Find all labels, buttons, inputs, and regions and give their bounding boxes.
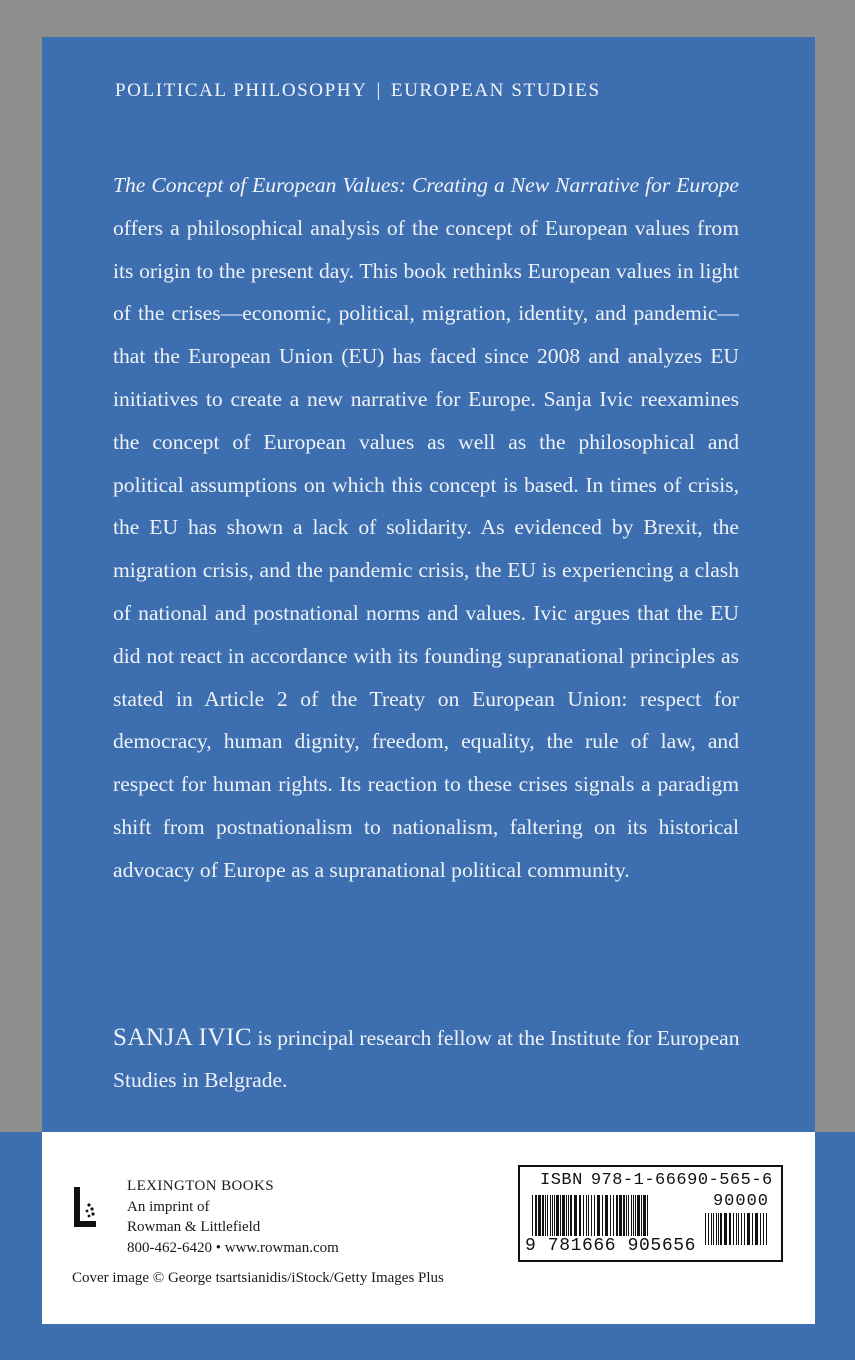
publisher-name: LEXINGTON BOOKS	[127, 1178, 274, 1194]
price-code: 90000	[712, 1192, 769, 1211]
barcode-bar	[766, 1213, 767, 1245]
barcode-bar	[747, 1213, 750, 1245]
barcode-bar	[733, 1213, 734, 1245]
barcode-bar	[724, 1213, 727, 1245]
lexington-logo-icon	[74, 1187, 96, 1227]
barcode-bar	[705, 1213, 706, 1245]
barcode-bar	[755, 1213, 758, 1245]
barcode-bar	[736, 1213, 737, 1245]
barcode-bar	[752, 1213, 753, 1245]
barcode-bar	[713, 1213, 714, 1245]
barcode-bar	[720, 1213, 722, 1245]
author-name: SANJA IVIC	[113, 1024, 253, 1051]
barcode-bar	[729, 1213, 731, 1245]
contact-bullet: •	[215, 1239, 222, 1256]
barcode-bar	[744, 1213, 745, 1245]
isbn-line	[540, 1171, 773, 1190]
category-heading	[115, 80, 601, 102]
isbn-barcode	[518, 1165, 783, 1262]
publisher-phone: 800-462-6420	[127, 1239, 212, 1256]
barcode-bar	[708, 1213, 709, 1245]
book-title: The Concept of European Values: Creating a New Narrative for Europe	[113, 173, 739, 197]
ean-digits: 9 781666 905656	[525, 1236, 697, 1256]
description-body: offers a philosophical analysis of the concept of European values from its origin to the present day. This book rethinks European values in light of the crises—economic, political, migration, identity, and pandemic—that the European Union (EU) has faced since 2008 and analyzes EU initiatives to create a new narrative for Europe. Sanja Ivic reexamines the concept of European values as well as the philosophical and political assumptions on which this concept is based. In times of crisis, the EU has shown a lack of solidarity. As evidenced by Brexit, the migration crisis, and the pandemic crisis, the EU is experiencing a clash of national and postnational norms and values. Ivic argues that the EU did not react in accordance with its founding supranational principles as stated in Article 2 of the Treaty on European Union: respect for democracy, human dignity, freedom, equality, the rule of law, and respect for human rights. Its reaction to these crises signals a paradigm shift from postnationalism to nationalism, faltering on its historical advocacy of Europe as a supranational political community.	[113, 215, 739, 882]
barcode-bar	[711, 1213, 712, 1245]
author-bio-text: is principal research fellow at the Institute for European Studies in Belgrade.	[113, 1026, 740, 1092]
author-bio	[113, 1017, 743, 1101]
barcode-bar	[716, 1213, 717, 1245]
book-description	[113, 164, 739, 892]
barcode-bar	[763, 1213, 764, 1245]
barcode-bar	[718, 1213, 719, 1245]
category-left: POLITICAL PHILOSOPHY	[115, 80, 368, 101]
publisher-panel	[42, 1132, 815, 1324]
publisher-parent: Rowman & Littlefield	[127, 1219, 261, 1235]
cover-credit: Cover image © George tsartsianidis/iStock/Getty Images Plus	[72, 1270, 444, 1286]
isbn-label: ISBN	[540, 1171, 583, 1190]
category-right: EUROPEAN STUDIES	[390, 80, 601, 101]
publisher-contact	[127, 1238, 339, 1259]
barcode-bar	[741, 1213, 742, 1245]
publisher-imprint: An imprint of	[127, 1198, 210, 1215]
category-separator: |	[376, 80, 382, 101]
price-barcode-bars	[703, 1213, 771, 1245]
barcode-bar	[738, 1213, 739, 1245]
barcode-bar	[760, 1213, 761, 1245]
publisher-info	[127, 1176, 339, 1258]
isbn-number: 978-1-66690-565-6	[590, 1171, 773, 1190]
publisher-website: www.rowman.com	[224, 1239, 339, 1256]
